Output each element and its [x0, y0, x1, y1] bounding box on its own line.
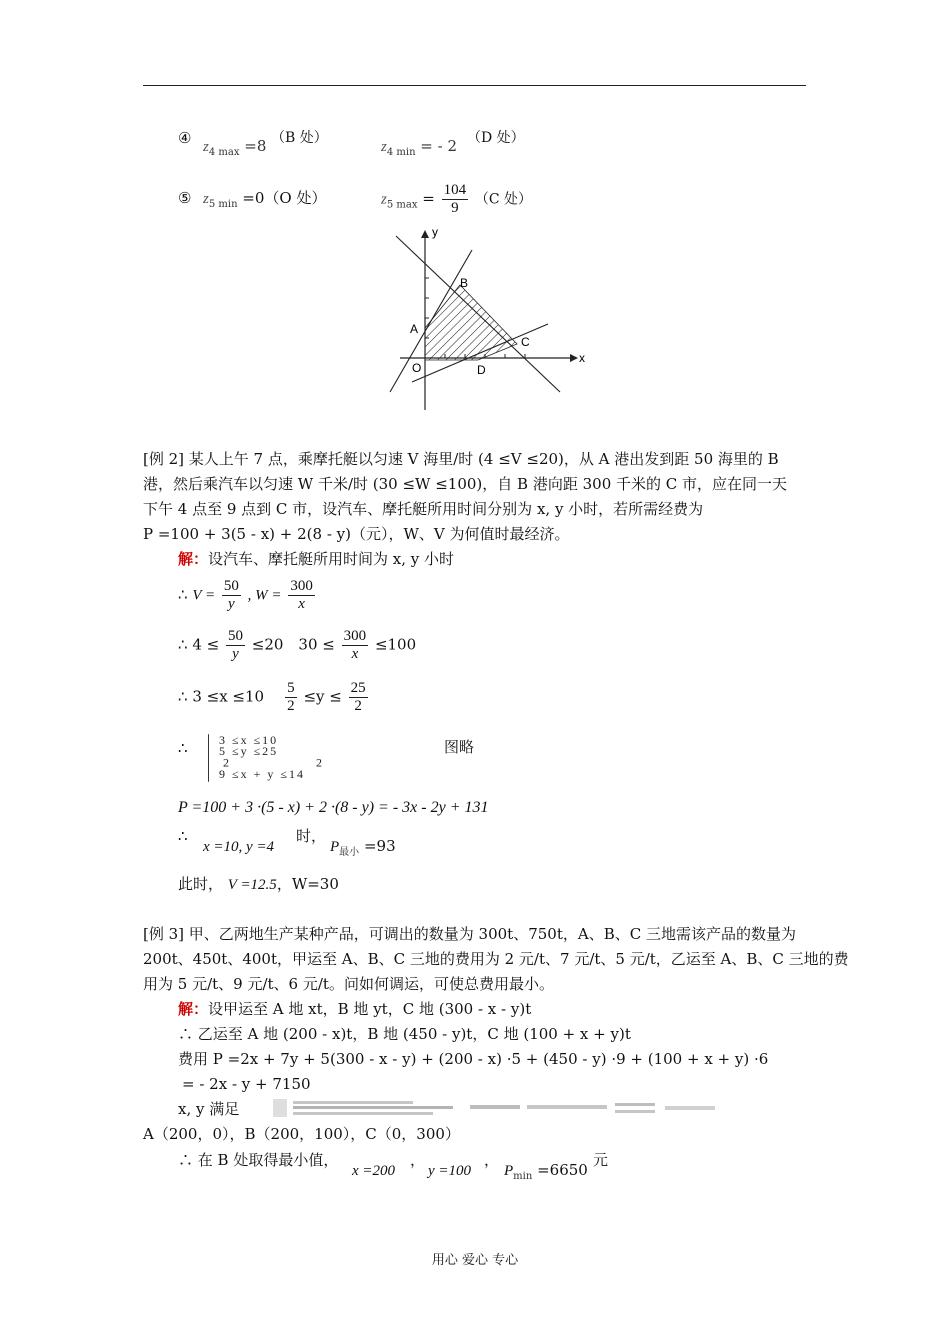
p-symbol: P	[504, 1163, 514, 1179]
result-prefix: 此时，	[178, 875, 224, 893]
value: = - 2	[420, 137, 458, 155]
cost-expression: P =100 + 3 ·(5 - x) + 2 ·(8 - y) = - 3x - 2y + 131	[178, 799, 489, 816]
example-2-line-4: P =100 + 3(5 - x) + 2(8 - y)（元），W、V 为何值时最经济。	[143, 525, 570, 543]
y-axis-label: y	[432, 225, 438, 239]
numerator: 104	[443, 182, 467, 198]
feasible-region-graph	[380, 222, 600, 412]
fraction	[285, 680, 297, 715]
point-d-label: D	[477, 363, 486, 377]
step-ranges	[178, 680, 370, 715]
value: =6650	[537, 1161, 588, 1179]
subscript: 4 min	[386, 147, 416, 158]
solution-label: 解：	[178, 1000, 209, 1018]
fraction	[288, 578, 315, 613]
pmin	[504, 1160, 588, 1187]
example-3-conclusion: ∴ 在 B 处取得最小值，	[178, 1151, 339, 1169]
result-w: ，W=30	[276, 875, 339, 893]
optimum-suffix: 时，	[296, 827, 327, 845]
expr: ≤100	[374, 635, 417, 654]
denominator: 2	[287, 698, 295, 714]
denominator: y	[228, 596, 235, 612]
subscript: 最小	[339, 847, 360, 858]
system-line: 3 ≤x ≤10	[219, 733, 279, 747]
solution-label: 解：	[178, 550, 209, 568]
subscript: 4 max	[208, 147, 240, 158]
denominator: x	[298, 596, 305, 612]
fraction	[226, 628, 245, 663]
comma: ，	[410, 1151, 426, 1169]
point-a-label: A	[410, 322, 419, 336]
example-2-line-3: 下午 4 点至 9 点到 C 市，设汽车、摩托艇所用时间分别为 x, y 小时，若所需经费为	[143, 500, 704, 518]
result-line	[178, 874, 339, 895]
example-3-step-2: 费用 P =2x + 7y + 5(300 - x - y) + (200 - x) ·5 + (450 - y) ·9 + (100 + x + y) ·6	[178, 1050, 769, 1068]
p-symbol: P	[330, 839, 340, 855]
equals: =	[422, 189, 435, 208]
inequality-system	[208, 734, 434, 782]
therefore-symbol: ∴	[178, 827, 188, 845]
example-2-line-2: 港，然后乘汽车以匀速 W 千米/时 (30 ≤W ≤100)，自 B 港向距 300 千米的 C 市，应在同一天	[143, 475, 788, 493]
value: =93	[363, 837, 396, 855]
denominator: 9	[451, 200, 459, 216]
row-5-right-expr	[381, 182, 532, 217]
point-c-label: C	[521, 335, 530, 349]
row-5-left-expr	[203, 188, 326, 215]
numerator: 50	[228, 628, 243, 644]
expr: V =	[192, 587, 216, 604]
y-axis-arrow	[421, 230, 429, 238]
condition: x =10, y =4	[203, 839, 275, 855]
optimum-condition	[178, 826, 188, 846]
header-rule	[143, 85, 806, 86]
denominator: y	[232, 646, 239, 662]
z-symbol: z	[203, 191, 209, 207]
example-3-line-3: 用为 5 元/t、9 元/t、6 元/t。问如何调运，可使总费用最小。	[143, 975, 554, 993]
numerator: 5	[287, 680, 295, 696]
system-line: 9 ≤x + y ≤14	[219, 767, 305, 781]
example-3-optimum	[352, 1160, 395, 1181]
denominator: x	[351, 646, 359, 662]
row-5-marker: ⑤	[178, 189, 192, 207]
system-line: 5 ≤y ≤25	[219, 744, 279, 758]
example-3-step-1: ∴ 乙运至 A 地 (200 - x)t，B 地 (450 - y)t，C 地 (100 + x + y)t	[178, 1025, 631, 1043]
z-symbol: z	[381, 139, 387, 155]
solution-text: 设汽车、摩托艇所用时间为 x, y 小时	[208, 550, 455, 568]
fraction	[222, 578, 241, 613]
row-4-left-expr	[203, 136, 266, 163]
expr: 4 ≤	[192, 635, 220, 654]
optimum-values	[203, 836, 274, 857]
therefore-symbol: ∴	[178, 585, 188, 604]
numerator: 300	[290, 578, 313, 594]
x-value: x =200	[352, 1163, 396, 1179]
blurred-constraints	[265, 1097, 720, 1119]
therefore-symbol: ∴	[178, 687, 188, 706]
example-3-solution	[178, 999, 531, 1019]
minimum-cost	[330, 836, 396, 863]
expr: ≤y ≤	[303, 687, 342, 706]
location: （C 处）	[474, 191, 533, 208]
value: =8	[244, 137, 267, 155]
subscript: min	[513, 1171, 533, 1182]
comma: ，	[484, 1151, 500, 1169]
denominator: 2	[354, 698, 362, 714]
fraction	[442, 182, 469, 217]
example-3-step-4: x, y 满足	[178, 1100, 240, 1118]
example-2-line-1: [例 2] 某人上午 7 点，乘摩托艇以匀速 V 海里/时 (4 ≤V ≤20)，从 A 港出发到距 50 海里的 B	[143, 450, 779, 468]
shaded-region	[425, 285, 517, 360]
numerator: 25	[350, 680, 366, 696]
row-4-right-loc: （D 处）	[467, 130, 525, 146]
fraction	[349, 680, 368, 715]
example-3-vertices: A（200，0），B（200，100），C（0，300）	[143, 1125, 460, 1143]
example-2-solution	[178, 549, 454, 569]
expr: , W =	[247, 587, 282, 604]
z-symbol: z	[381, 191, 387, 208]
numerator: 300	[343, 628, 367, 644]
numerator: 50	[223, 578, 239, 594]
subscript: 5 max	[386, 199, 418, 211]
graph-omitted: 图略	[444, 738, 475, 756]
fraction	[342, 628, 369, 663]
row-4-marker: ④	[178, 129, 192, 147]
x-axis-label: x	[579, 351, 585, 365]
example-3-step-3: = - 2x - y + 7150	[182, 1075, 311, 1093]
y-value	[428, 1160, 471, 1181]
row-4-right-expr	[381, 136, 457, 163]
example-3-line-2: 200t、450t、400t，甲运至 A、B、C 三地的费用为 2 元/t、7 元/t、5 元/t，乙运至 A、B、C 三地的费	[143, 950, 849, 968]
step-velocities	[178, 578, 317, 613]
origin-label: O	[412, 361, 422, 375]
point-b-label: B	[460, 276, 469, 290]
unit: 元	[593, 1151, 609, 1169]
result-v: V =12.5	[227, 877, 277, 893]
y-value-text: y =100	[428, 1163, 472, 1179]
solution-text: 设甲运至 A 地 xt，B 地 yt，C 地 (300 - x - y)t	[208, 1000, 532, 1018]
expr: ≤20 30 ≤	[251, 635, 335, 654]
example-3-line-1: [例 3] 甲、乙两地生产某种产品，可调出的数量为 300t、750t，A、B、C 三地需该产品的数量为	[143, 925, 796, 943]
row-4-left-loc: （B 处）	[271, 130, 328, 146]
expr: 3 ≤x ≤10	[192, 687, 265, 706]
x-axis-arrow	[570, 354, 578, 362]
value: =0（O 处）	[242, 189, 327, 207]
z-symbol: z	[203, 139, 209, 155]
system-line: 2 2	[223, 756, 324, 770]
system-therefore: ∴	[178, 739, 188, 757]
therefore-symbol: ∴	[178, 635, 188, 654]
subscript: 5 min	[208, 199, 238, 210]
page-footer: 用心 爱心 专心	[431, 1253, 519, 1268]
step-inequalities	[178, 628, 416, 663]
